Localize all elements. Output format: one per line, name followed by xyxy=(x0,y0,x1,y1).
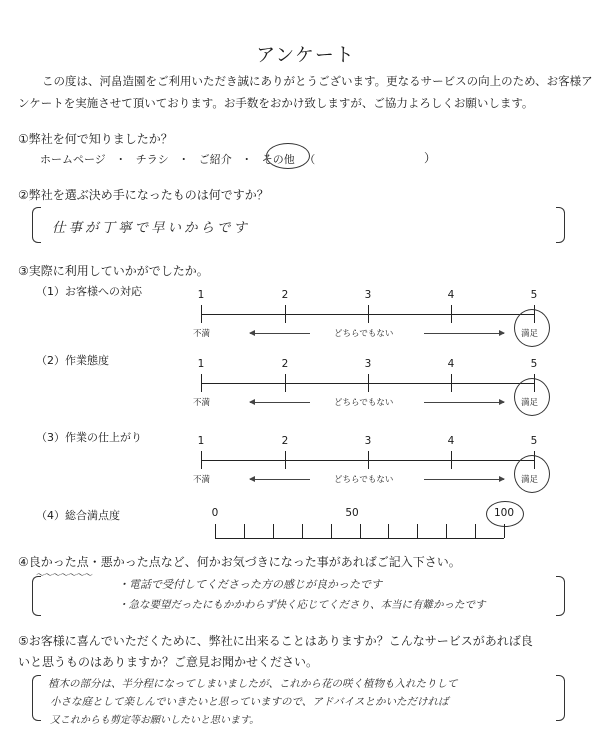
scale-line xyxy=(201,314,534,315)
paren-open: （ xyxy=(304,153,316,166)
selected-circle xyxy=(514,309,550,347)
scale-number: 4 xyxy=(447,358,455,370)
bracket-left xyxy=(32,675,41,721)
scale-middle-label: どちらでもない xyxy=(334,329,394,339)
ruler-tick xyxy=(244,524,245,538)
scale-number: 3 xyxy=(364,289,372,301)
scale-right-label: 満足 xyxy=(521,329,539,339)
scale-number: 2 xyxy=(281,435,289,447)
ruler-tick xyxy=(273,524,274,538)
scale-label: （2）作業態度 xyxy=(36,354,109,367)
option-referral[interactable]: ご紹介 xyxy=(198,153,232,166)
intro-text: この度は、河畠造園をご利用いただき誠にありがとうございます。更なるサービスの向上のため、お客様アンケートを実施させて頂いております。お手数をおかけ致しますが、ご協力よろしくお願いします。 xyxy=(18,74,593,110)
ruler-tick xyxy=(302,524,303,538)
scale-number: 1 xyxy=(197,289,205,301)
paren-close: ） xyxy=(424,151,437,165)
ruler-tick xyxy=(360,524,361,538)
scale-middle-label: どちらでもない xyxy=(334,475,394,485)
bracket-left xyxy=(32,576,41,616)
bracket-right xyxy=(556,675,565,721)
scale-number: 5 xyxy=(530,435,538,447)
option-separator: ・ xyxy=(115,153,127,166)
option-flyer[interactable]: チラシ xyxy=(135,153,169,166)
scale-number: 5 xyxy=(530,289,538,301)
scale-middle-label: どちらでもない xyxy=(334,398,394,408)
arrow-right-icon xyxy=(424,333,504,334)
selected-circle xyxy=(266,143,310,169)
arrow-right-icon xyxy=(424,402,504,403)
q4-question: ④良かった点・悪かった点など、何かお気づきになった事があればご記入下さい。 xyxy=(18,555,461,569)
option-other[interactable]: その他 xyxy=(261,153,295,166)
overall-label: （4）総合満点度 xyxy=(36,509,120,522)
scale-line xyxy=(201,460,534,461)
selected-circle xyxy=(486,501,524,527)
q1-question: ①弊社を何で知りましたか？ xyxy=(18,132,173,146)
q5-answer-2[interactable]: 小さな庭として楽しんでいきたいと思っていますので、アドバイスとかいただければ xyxy=(50,696,449,708)
scale-number: 2 xyxy=(281,289,289,301)
q2-answer[interactable]: 仕事が丁寧で早いからです xyxy=(52,220,250,236)
arrow-right-icon xyxy=(424,479,504,480)
scale-left-label: 不満 xyxy=(193,475,211,485)
q3-question: ③実際に利用していかがでしたか。 xyxy=(18,264,209,278)
ruler-tick xyxy=(215,524,216,538)
q5-question-line1: ⑤お客様に喜んでいただくために、弊社に出来ることはありますか？こんなサービスがあれば良 xyxy=(18,634,533,648)
option-separator: ・ xyxy=(241,153,253,166)
bracket-right xyxy=(556,576,565,616)
scale-label: （3）作業の仕上がり xyxy=(36,431,142,444)
ruler-tick xyxy=(331,524,332,538)
overall-tick-100: 100 xyxy=(493,507,515,519)
q5-question-line2: いと思うものはありますか？ご意見お聞かせください。 xyxy=(18,655,319,669)
q4-answer-2[interactable]: ・急な要望だったにもかかわらず快く応じてくださり、本当に有難かったです xyxy=(118,599,486,611)
scale-number: 1 xyxy=(197,358,205,370)
q5-answer-3[interactable]: 又これからも剪定等お願いしたいと思います。 xyxy=(50,715,260,726)
ruler-tick xyxy=(504,524,505,538)
q4-answer-1[interactable]: ・電話で受付してくださった方の感じが良かったです xyxy=(118,578,382,591)
scale-number: 2 xyxy=(281,358,289,370)
ruler-tick xyxy=(417,524,418,538)
scale-number: 1 xyxy=(197,435,205,447)
ruler-tick xyxy=(446,524,447,538)
arrow-left-icon xyxy=(250,402,310,403)
scale-number: 4 xyxy=(447,289,455,301)
selected-circle xyxy=(514,455,550,493)
option-separator: ・ xyxy=(178,153,190,166)
scale-right-label: 満足 xyxy=(521,475,539,485)
page-title: アンケート xyxy=(256,44,355,66)
ruler-tick xyxy=(475,524,476,538)
bracket-left xyxy=(32,207,41,243)
scale-label: （1）お客様への対応 xyxy=(36,285,142,298)
scale-right-label: 満足 xyxy=(521,398,539,408)
scale-number: 3 xyxy=(364,358,372,370)
scale-left-label: 不満 xyxy=(193,329,211,339)
arrow-left-icon xyxy=(250,333,310,334)
ruler-baseline xyxy=(215,538,504,539)
scale-number: 5 xyxy=(530,358,538,370)
bracket-right xyxy=(556,207,565,243)
wavy-mark: 〜〜〜〜〜〜〜 xyxy=(36,571,93,581)
scale-number: 4 xyxy=(447,435,455,447)
ruler-tick xyxy=(388,524,389,538)
arrow-left-icon xyxy=(250,479,310,480)
q2-question: ②弊社を選ぶ決め手になったものは何ですか？ xyxy=(18,188,269,202)
scale-left-label: 不満 xyxy=(193,398,211,408)
scale-number: 3 xyxy=(364,435,372,447)
overall-tick-0: 0 xyxy=(211,507,219,519)
overall-tick-50: 50 xyxy=(345,507,359,519)
scale-line xyxy=(201,383,534,384)
q5-answer-1[interactable]: 植木の部分は、半分程になってしまいましたが、これから花の咲く植物も入れたりして xyxy=(48,678,458,690)
selected-circle xyxy=(514,378,550,416)
option-homepage[interactable]: ホームページ xyxy=(40,153,106,166)
